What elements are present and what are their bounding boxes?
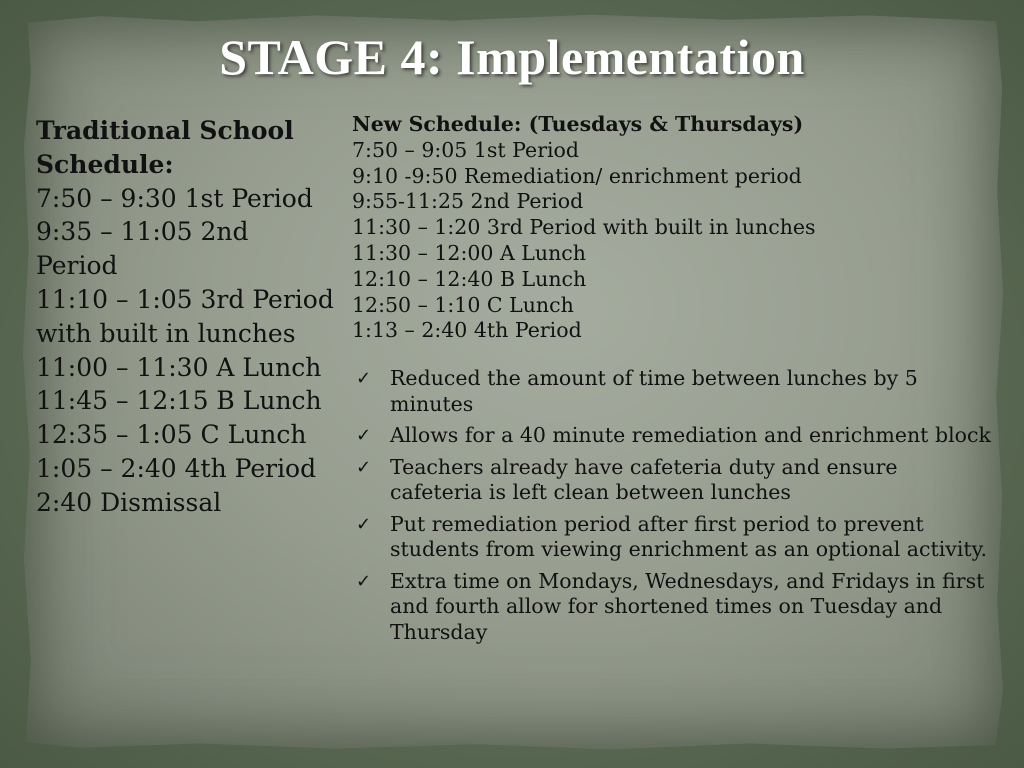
checkmark-icon: ✓ [356,368,372,390]
new-schedule-line: 12:50 – 1:10 C Lunch [352,292,574,317]
new-schedule-heading: New Schedule: (Tuesdays & Thursdays) [352,112,804,136]
traditional-schedule-line: 9:35 – 11:05 2nd Period [36,217,249,281]
traditional-schedule-line: 11:00 – 11:30 A Lunch [36,352,322,382]
checkmark-icon: ✓ [356,425,372,447]
checkmark-icon: ✓ [356,513,372,535]
traditional-schedule-line: 2:40 Dismissal [36,487,222,517]
list-item [352,512,992,563]
traditional-schedule-line: 11:45 – 12:15 B Lunch [36,386,322,416]
checkmark-icon: ✓ [356,456,372,478]
traditional-schedule-line: 7:50 – 9:30 1st Period [36,183,313,213]
slide-title: STAGE 4: Implementation [219,29,805,85]
new-schedule-line: 7:50 – 9:05 1st Period [352,137,580,162]
list-item [352,366,992,417]
new-schedule-line: 1:13 – 2:40 4th Period [352,318,582,343]
new-schedule [352,112,992,651]
traditional-schedule-line: 11:10 – 1:05 3rd Period with built in lunches [36,284,334,348]
benefits-list [352,366,992,645]
new-schedule-line: 11:30 – 1:20 3rd Period with built in lunches [352,215,816,240]
traditional-schedule-line: 1:05 – 2:40 4th Period [36,453,317,483]
traditional-schedule-heading: Traditional School Schedule: [36,116,294,179]
checkmark-icon: ✓ [356,570,372,592]
list-item [352,569,992,646]
list-item [352,455,992,506]
new-schedule-line: 9:55-11:25 2nd Period [352,189,584,214]
bullet-text: Teachers already have cafeteria duty and ensure cafeteria is left clean between lunches [390,454,898,505]
traditional-schedule [36,114,336,520]
list-item [352,423,992,449]
new-schedule-line: 11:30 – 12:00 A Lunch [352,240,586,265]
bullet-text: Reduced the amount of time between lunches by 5 minutes [390,366,918,416]
bullet-text: Extra time on Mondays, Wednesdays, and Fridays in first and fourth allow for shortened times on Tuesday and Thursday [390,568,985,644]
bullet-text: Allows for a 40 minute remediation and enrichment block [390,423,991,448]
new-schedule-line: 12:10 – 12:40 B Lunch [352,266,587,291]
traditional-schedule-line: 12:35 – 1:05 C Lunch [36,420,307,450]
new-schedule-line: 9:10 -9:50 Remediation/ enrichment period [352,163,802,188]
bullet-text: Put remediation period after first period to prevent students from viewing enrichment as an optional activity. [390,511,988,562]
